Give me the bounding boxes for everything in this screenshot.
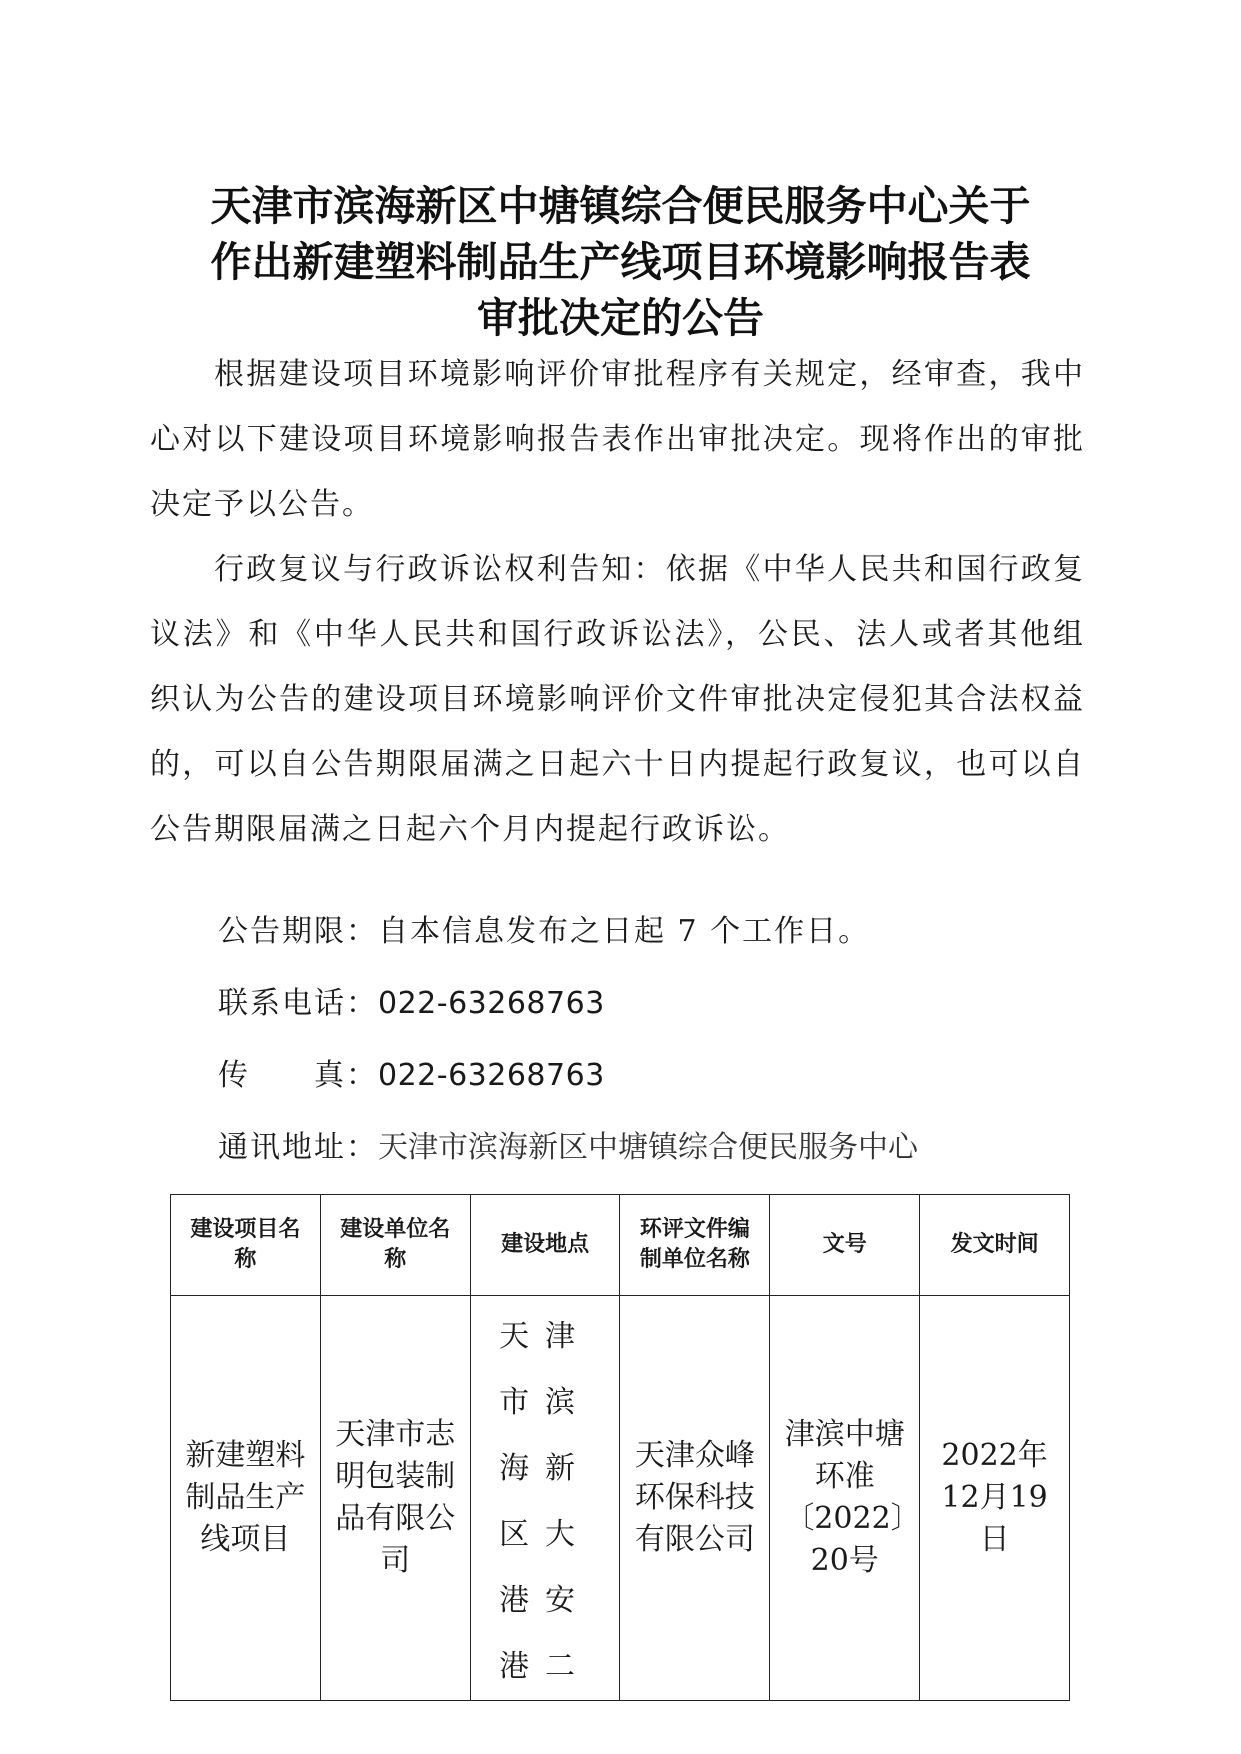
phone-label: 联系电话： [218,986,378,1021]
address-label: 通讯地址： [218,1130,378,1165]
cell-company-name: 天津市志明包装制品有限公司 [320,1296,470,1701]
rights-paragraph: 行政复议与行政诉讼权利告知：依据《中华人民共和国行政复议法》和《中华人民共和国行政诉讼法》，公民、法人或者其他组织认为公告的建设项目环境影响评价文件审批决定侵犯其合法权益的，可以自公告期限届满之日起六十日内提起行政复议，也可以自公告期限届满之日起六个月内提起行政诉讼。 [150,552,1085,847]
title-line-2: 作出新建塑料制品生产线项目环境影响报告表 [210,238,1031,286]
title-line-1: 天津市滨海新区中塘镇综合便民服务中心关于 [210,182,1031,230]
header-project-name: 建设项目名称 [171,1195,321,1296]
cell-location: 天津市滨海新区大港安港二 [470,1296,620,1701]
intro-paragraph: 根据建设项目环境影响评价审批程序有关规定，经审查，我中心对以下建设项目环境影响报告表作出审批决定。现将作出的审批决定予以公告。 [150,357,1085,522]
header-doc-number: 文号 [770,1195,920,1296]
fax-label: 传 真： [218,1058,378,1093]
header-location: 建设地点 [470,1195,620,1296]
approval-table [170,1194,1070,1701]
address-line [218,1122,918,1166]
address-value: 天津市滨海新区中塘镇综合便民服务中心 [378,1130,918,1165]
fax-line [218,1050,605,1094]
cell-doc-number: 津滨中塘环准〔2022〕20号 [770,1296,920,1701]
fax-value: 022-63268763 [378,1058,605,1093]
notice-period: 公告期限：自本信息发布之日起 7 个工作日。 [218,914,871,949]
header-company-name: 建设单位名称 [320,1195,470,1296]
cell-issue-date: 2022年12月19日 [920,1296,1070,1701]
cell-preparer: 天津众峰环保科技有限公司 [620,1296,770,1701]
header-issue-date: 发文时间 [920,1195,1070,1296]
document-title [140,178,1101,346]
phone-value: 022-63268763 [378,986,605,1021]
title-line-3: 审批决定的公告 [477,294,764,342]
table-header-row [171,1195,1070,1296]
cell-project-name: 新建塑料制品生产线项目 [171,1296,321,1701]
header-preparer: 环评文件编制单位名称 [620,1195,770,1296]
phone-line [218,978,605,1022]
intro-paragraph-block [150,342,1085,537]
rights-paragraph-block [150,537,1085,862]
table-row [171,1296,1070,1701]
